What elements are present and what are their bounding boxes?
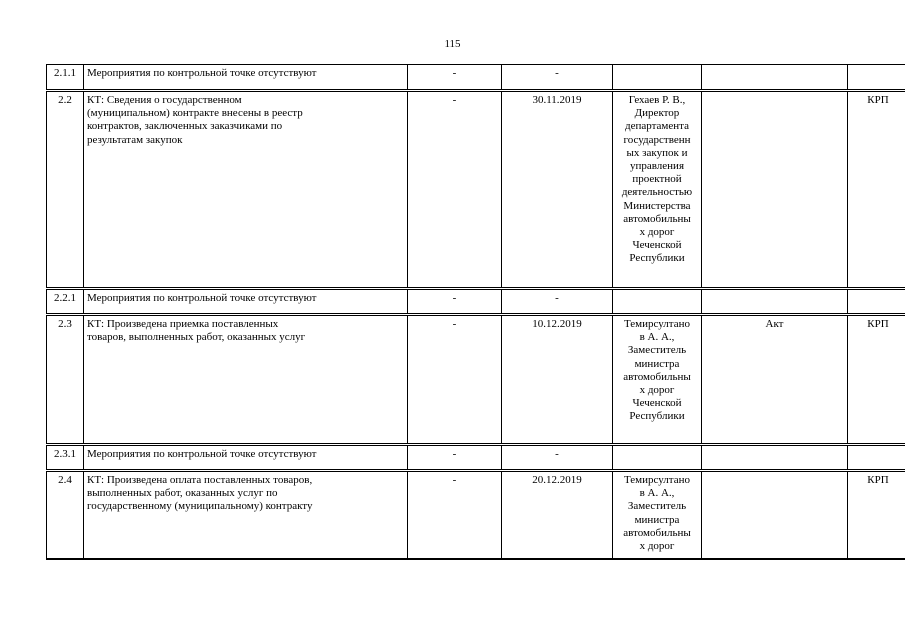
- responsible-line: государственн: [623, 133, 691, 146]
- cell-number: 2.3: [47, 315, 84, 445]
- responsible-line: Гехаев Р. В.,: [628, 94, 686, 106]
- table-row: [47, 91, 905, 289]
- cell-responsible: [613, 65, 702, 91]
- responsible-line: автомобильны: [623, 370, 691, 383]
- responsible-line: Заместитель: [627, 344, 687, 357]
- description-line: выполненных работ, оказанных услуг по: [87, 487, 278, 500]
- description-line: Мероприятия по контрольной точке отсутствуют: [87, 448, 317, 460]
- cell-number: 2.3.1: [47, 445, 84, 471]
- cell-description: [84, 315, 408, 445]
- cell-document: [702, 65, 848, 91]
- cell-control-type: КРП: [848, 471, 905, 559]
- cell-control-type: [848, 65, 905, 91]
- cell-start-date: -: [408, 445, 502, 471]
- cell-start-date: -: [408, 471, 502, 559]
- table-row: [47, 445, 905, 471]
- responsible-line: проектной: [632, 173, 682, 186]
- description-line: контрактов, заключенных заказчиками по: [87, 120, 283, 133]
- cell-end-date: -: [502, 289, 613, 315]
- cell-start-date: -: [408, 315, 502, 445]
- cell-end-date: 30.11.2019: [502, 91, 613, 289]
- cell-responsible: [613, 445, 702, 471]
- responsible-line: Заместитель: [627, 500, 687, 513]
- responsible-line: в А. А.,: [639, 487, 675, 500]
- description-line: Мероприятия по контрольной точке отсутствуют: [87, 292, 317, 304]
- cell-number: 2.4: [47, 471, 84, 559]
- table-row: [47, 471, 905, 559]
- table-row: [47, 315, 905, 445]
- responsible-line: деятельностью: [621, 186, 693, 199]
- responsible-line: Темирсултано: [624, 474, 690, 486]
- responsible-line: министра: [634, 513, 680, 526]
- description-line: результатам закупок: [87, 133, 183, 146]
- cell-end-date: -: [502, 65, 613, 91]
- cell-control-type: КРП: [848, 91, 905, 289]
- cell-document: [702, 91, 848, 289]
- responsible-line: х дорог: [639, 540, 675, 553]
- cell-document: [702, 471, 848, 559]
- cell-description: [84, 91, 408, 289]
- cell-responsible: [613, 289, 702, 315]
- cell-responsible: [613, 91, 702, 289]
- responsible-line: Директор: [634, 107, 680, 120]
- cell-number: 2.1.1: [47, 65, 84, 91]
- cell-description: [84, 289, 408, 315]
- cell-start-date: -: [408, 65, 502, 91]
- responsible-line: Темирсултано: [624, 318, 690, 330]
- responsible-line: Чеченской: [632, 397, 682, 410]
- responsible-line: департамента: [625, 120, 689, 133]
- description-line: КТ: Произведена приемка поставленных: [87, 318, 279, 330]
- cell-end-date: -: [502, 445, 613, 471]
- cell-responsible: [613, 471, 702, 559]
- responsible-line: х дорог: [639, 384, 675, 397]
- table-row: [47, 65, 905, 91]
- responsible-line: Чеченской: [632, 239, 682, 252]
- responsible-line: в А. А.,: [639, 331, 675, 344]
- cell-description: [84, 445, 408, 471]
- cell-start-date: -: [408, 91, 502, 289]
- cell-document: Акт: [702, 315, 848, 445]
- cell-end-date: 10.12.2019: [502, 315, 613, 445]
- responsible-line: Республики: [629, 252, 685, 265]
- cell-document: [702, 445, 848, 471]
- table-row: [47, 289, 905, 315]
- page-number: 115: [444, 38, 461, 50]
- responsible-line: министра: [634, 357, 680, 370]
- responsible-line: Министерства: [623, 199, 691, 212]
- responsible-line: автомобильны: [623, 212, 691, 225]
- cell-number: 2.2: [47, 91, 84, 289]
- cell-control-type: [848, 289, 905, 315]
- responsible-line: автомобильны: [623, 526, 691, 539]
- cell-description: [84, 471, 408, 559]
- description-line: (муниципальном) контракте внесены в реестр: [87, 107, 303, 120]
- responsible-line: х дорог: [639, 226, 675, 239]
- cell-end-date: 20.12.2019: [502, 471, 613, 559]
- cell-responsible: [613, 315, 702, 445]
- control-points-table: [46, 64, 905, 560]
- description-line: КТ: Произведена оплата поставленных товаров,: [87, 474, 313, 486]
- cell-number: 2.2.1: [47, 289, 84, 315]
- cell-start-date: -: [408, 289, 502, 315]
- responsible-line: Республики: [629, 410, 685, 423]
- cell-control-type: [848, 445, 905, 471]
- responsible-line: управления: [629, 160, 685, 173]
- description-line: товаров, выполненных работ, оказанных услуг: [87, 331, 306, 344]
- cell-document: [702, 289, 848, 315]
- cell-description: [84, 65, 408, 91]
- description-line: Мероприятия по контрольной точке отсутствуют: [87, 67, 317, 79]
- cell-control-type: КРП: [848, 315, 905, 445]
- responsible-line: ых закупок и: [626, 146, 688, 159]
- description-line: государственному (муниципальному) контракту: [87, 500, 313, 513]
- description-line: КТ: Сведения о государственном: [87, 94, 242, 106]
